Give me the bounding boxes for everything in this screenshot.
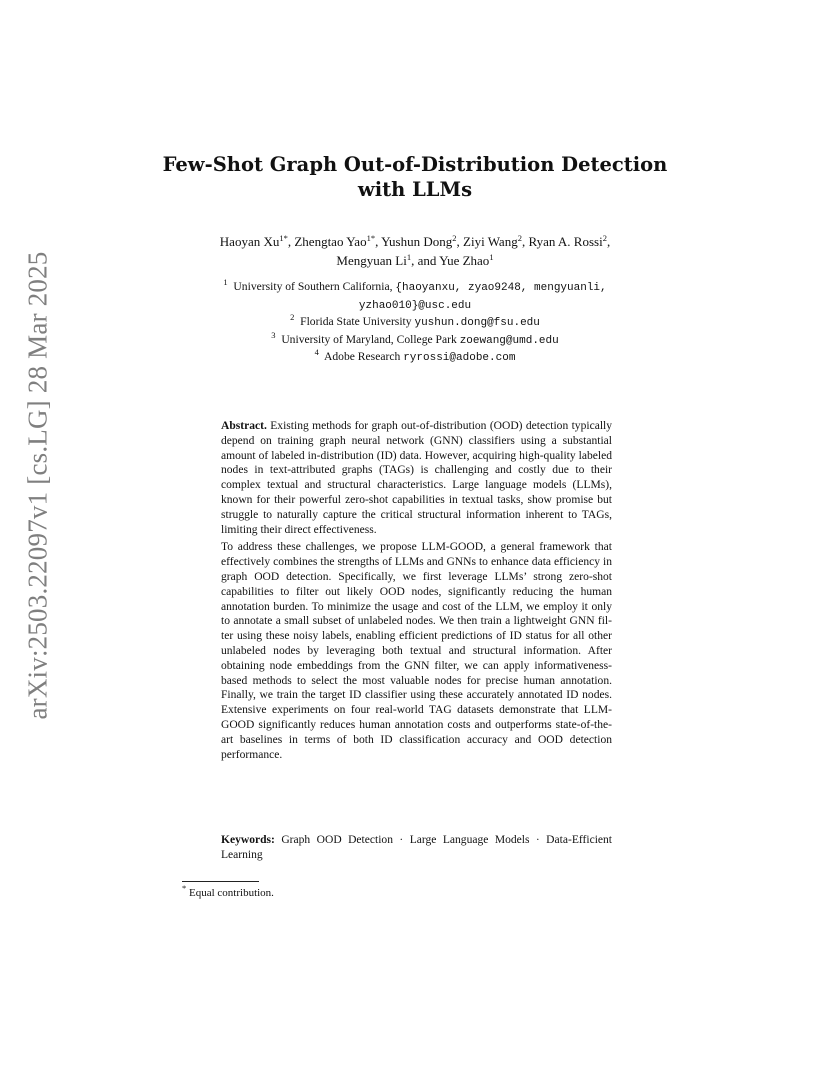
- affiliation-institution: Adobe Research: [324, 350, 404, 364]
- affiliation-item: [170, 329, 660, 350]
- keywords-label: Keywords:: [221, 834, 275, 846]
- paper-title: [150, 152, 680, 202]
- affiliation-list: [170, 279, 660, 367]
- affiliation-item: [170, 314, 660, 332]
- affiliation-item: [170, 349, 660, 367]
- author-name: Ziyi Wang: [463, 234, 518, 249]
- author-affiliation-marker: 1: [489, 252, 494, 262]
- title-line-2: with LLMs: [357, 178, 473, 201]
- author-separator: ,: [606, 234, 611, 249]
- footnote-text: Equal contribution.: [189, 887, 274, 899]
- footnote-mark: *: [182, 883, 187, 893]
- affiliation-email-continued: yzhao010}@usc.edu: [358, 299, 472, 312]
- footnote-rule: [182, 881, 259, 882]
- author-name: Haoyan Xu: [219, 234, 280, 249]
- affiliation-number: 3: [271, 329, 276, 340]
- author-separator: , and: [411, 253, 440, 268]
- abstract-paragraph-2: To address these challenges, we propose LLM-GOOD, a general framework that effectively combines the strengths of LLMs and GNNs to enhance data efficiency in graph OOD detection. Specifically, we first leverage LLMs’ strong zero-shot capabilities to filter out likely OOD nodes, significantly reducing the human annotation burden. To minimize the usage and cost of the LLM, we employ it only to annotate a small subset of unlabeled nodes. We then train a lightweight GNN filter using these noisy labels, enabling efficient predictions of ID status for all other unlabeled nodes by leveraging both textual and structural information. After obtaining node embeddings from the GNN filter, we can apply informativeness-based methods to select the most valuable nodes for precise human annotation. Finally, we train the target ID classifier using these accurately annotated ID nodes. Extensive experiments on four real-world TAG datasets demonstrate that LLM-GOOD significantly reduces human annotation costs and outperforms state-of-the-art baselines in terms of both ID classification accuracy and OOD detection performance.: [221, 541, 612, 761]
- author-name: Yue Zhao: [439, 253, 490, 268]
- author-affiliation-marker: 1*: [366, 233, 376, 243]
- affiliation-email: zoewang@umd.edu: [459, 334, 559, 347]
- author-affiliation-marker: 2: [602, 233, 607, 243]
- affiliation-email: ryrossi@adobe.com: [403, 352, 516, 365]
- abstract-text-1: Existing methods for graph out-of-distribution (OOD) detection typically depend on training graph neural network (GNN) classifiers using a substantial amount of labeled in-distribution (ID) data. However, acquiring high-quality labeled nodes in text-attributed graphs (TAGs) is challenging and costly due to their complex textual and structural characteristics. Large language models (LLMs), known for their powerful zero-shot capabilities in textual tasks, show promise but struggle to naturally capture the critical structural information inherent to TAGs, limiting their direct effectiveness.: [221, 420, 613, 536]
- affiliation-institution: Florida State University: [300, 315, 415, 329]
- author-name: Yushun Dong: [381, 234, 453, 249]
- author-separator: ,: [521, 234, 529, 249]
- affiliation-email: yushun.dong@fsu.edu: [414, 317, 540, 330]
- abstract-paragraph-1: [221, 419, 612, 537]
- author-separator: ,: [375, 234, 382, 249]
- affiliation-number: 2: [290, 312, 295, 323]
- author-name: Zhengtao Yao: [294, 234, 367, 249]
- abstract-label: Abstract.: [221, 420, 267, 432]
- author-affiliation-marker: 1*: [279, 233, 288, 243]
- author-separator: ,: [287, 234, 295, 249]
- author-affiliation-marker: 2: [517, 233, 522, 243]
- author-affiliation-marker: 2: [452, 233, 457, 243]
- arxiv-id-text: arXiv:2503.22097v1 [cs.LG] 28 Mar 2025: [22, 250, 53, 720]
- author-list: [170, 232, 660, 270]
- affiliation-number: 1: [223, 277, 228, 287]
- author-name: Ryan A. Rossi: [528, 234, 603, 249]
- affiliation-institution: University of Maryland, College Park: [281, 332, 460, 346]
- affiliation-number: 4: [314, 347, 319, 358]
- arxiv-identifier-stamp: [22, 250, 54, 720]
- affiliation-institution: University of Southern California,: [233, 280, 396, 293]
- title-line-1: Few-Shot Graph Out-of-Distribution Detection: [162, 153, 668, 176]
- footnote: [182, 883, 274, 900]
- abstract: [221, 419, 612, 762]
- affiliation-email: {haoyanxu, zyao9248, mengyuanli,: [395, 282, 607, 294]
- keywords-text: Graph OOD Detection · Large Language Models · Data-Efficient Learning: [221, 834, 613, 861]
- author-name: Mengyuan Li: [336, 253, 407, 268]
- affiliation-item: [170, 279, 660, 314]
- keywords: [221, 833, 612, 863]
- author-separator: ,: [456, 234, 464, 249]
- author-affiliation-marker: 1: [406, 252, 412, 262]
